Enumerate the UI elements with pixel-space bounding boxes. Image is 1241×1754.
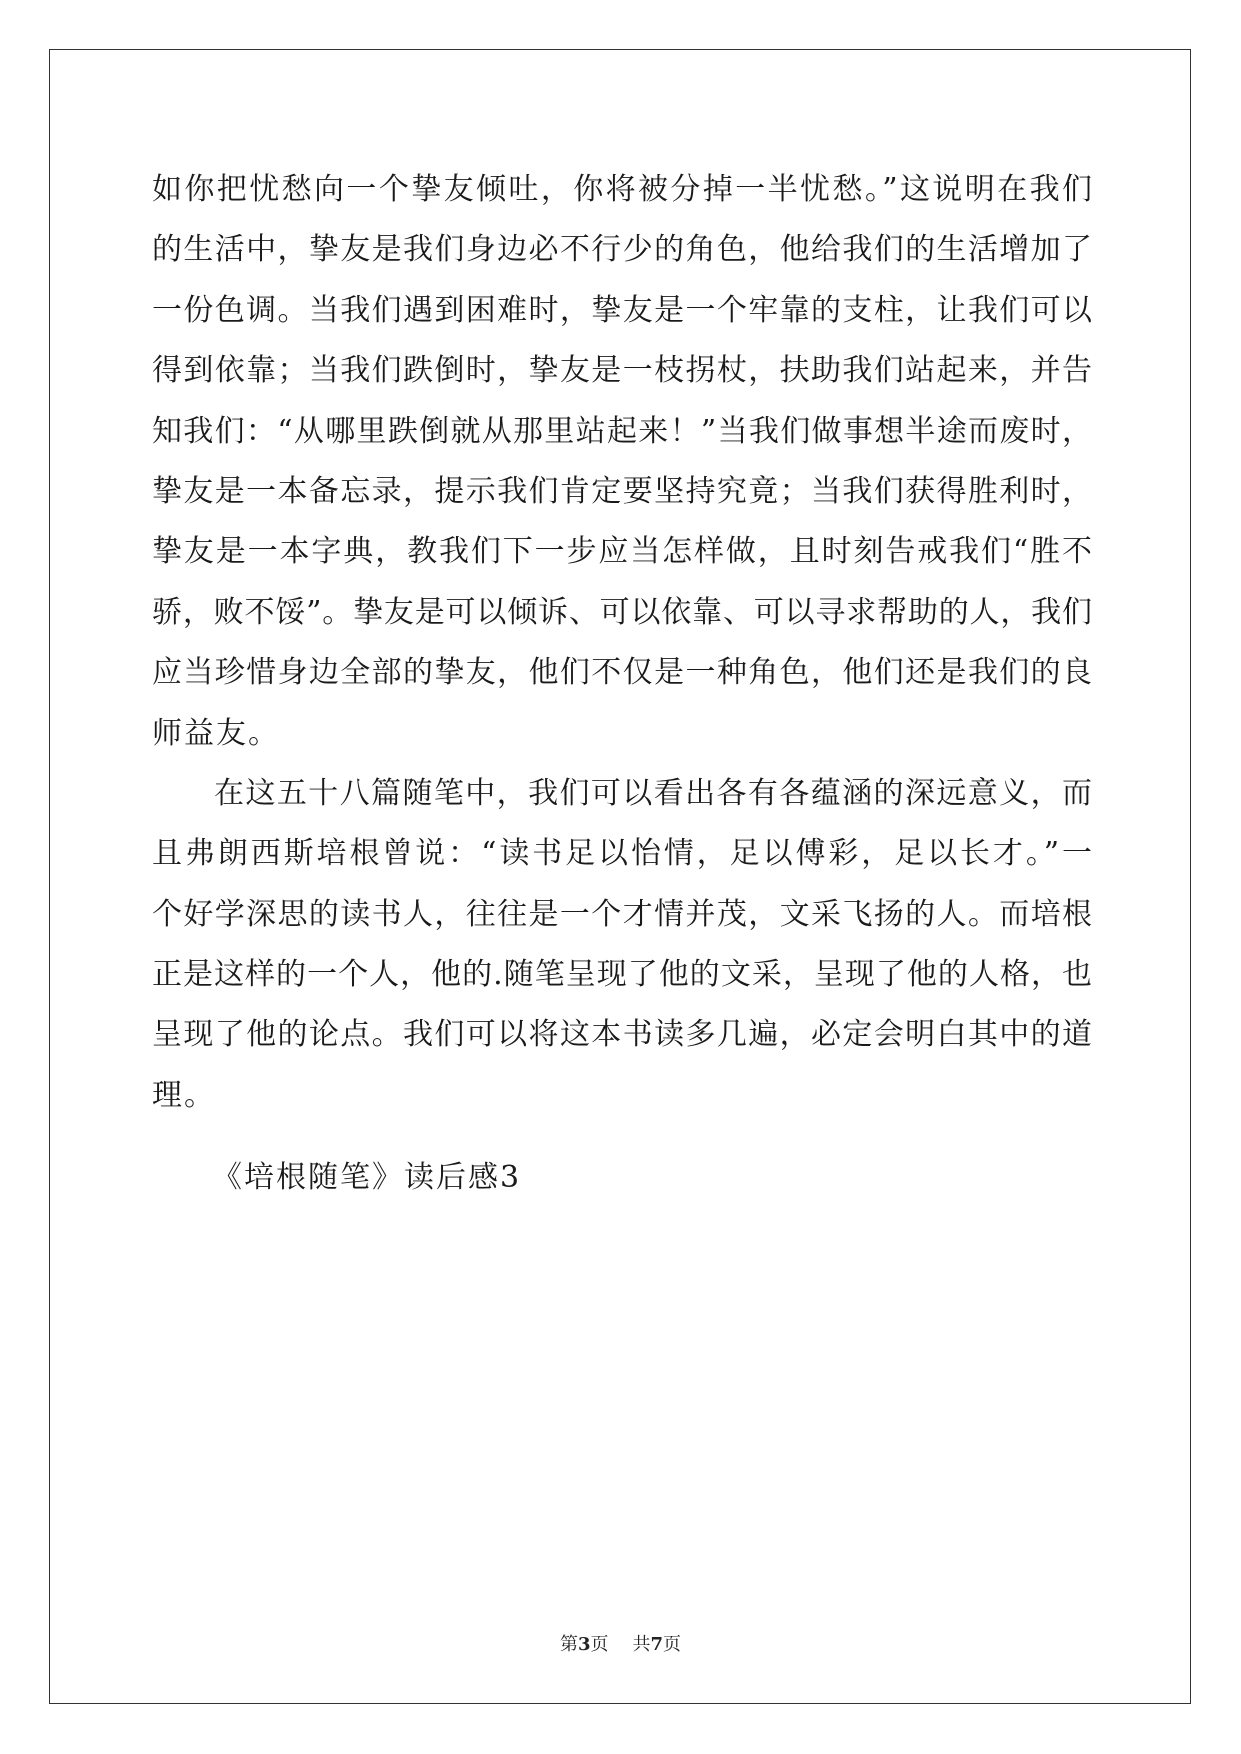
footer-total-suffix: 页	[663, 1634, 682, 1655]
paragraph-line: 得到依靠；当我们跌倒时，挚友是一枝拐杖，扶助我们站起来，并告	[152, 353, 1092, 389]
paragraph-line: 个好学深思的读书人，往往是一个才情并茂，文采飞扬的人。而培根	[152, 896, 1092, 932]
document-body	[152, 160, 1092, 1209]
footer-page-suffix: 页	[590, 1634, 609, 1655]
paragraph-line: 挚友是一本字典，教我们下一步应当怎样做，且时刻告戒我们“胜不	[152, 534, 1092, 570]
section-heading: 《培根随笔》读后感3	[212, 1160, 522, 1196]
paragraph-line: 如你把忧愁向一个挚友倾吐，你将被分掉一半忧愁。”这说明在我们	[152, 172, 1092, 207]
footer-total-pages: 7	[650, 1634, 664, 1655]
paragraph-line: 正是这样的一个人，他的.随笔呈现了他的文采，呈现了他的人格，也	[152, 957, 1092, 993]
paragraph-line: 且弗朗西斯培根曾说：“读书足以怡情，足以傅彩，足以长才。”一	[152, 836, 1092, 872]
paragraph-line: 呈现了他的论点。我们可以将这本书读多几遍，必定会明白其中的道	[152, 1017, 1092, 1053]
footer-total-prefix: 共	[632, 1634, 651, 1655]
paragraph-line: 骄，败不馁”。挚友是可以倾诉、可以依靠、可以寻求帮助的人，我们	[152, 594, 1092, 630]
paragraph-line: 在这五十八篇随笔中，我们可以看出各有各蕴涵的深远意义，而	[214, 775, 1092, 811]
page-footer	[0, 1630, 1241, 1656]
paragraph-line: 的生活中，挚友是我们身边必不行少的角色，他给我们的生活增加了	[152, 232, 1092, 268]
paragraph-line: 理。	[152, 1077, 216, 1113]
paragraph-line: 应当珍惜身边全部的挚友，他们不仅是一种角色，他们还是我们的良	[152, 655, 1092, 691]
paragraph-line: 知我们：“从哪里跌倒就从那里站起来！”当我们做事想半途而废时，	[152, 413, 1092, 449]
paragraph-line: 一份色调。当我们遇到困难时，挚友是一个牢靠的支柱，让我们可以	[152, 292, 1092, 328]
footer-page-number: 3	[577, 1634, 591, 1655]
paragraph-line: 师益友。	[152, 715, 280, 751]
footer-prefix: 第	[559, 1634, 578, 1655]
paragraph-line: 挚友是一本备忘录，提示我们肯定要坚持究竟；当我们获得胜利时，	[152, 473, 1092, 509]
